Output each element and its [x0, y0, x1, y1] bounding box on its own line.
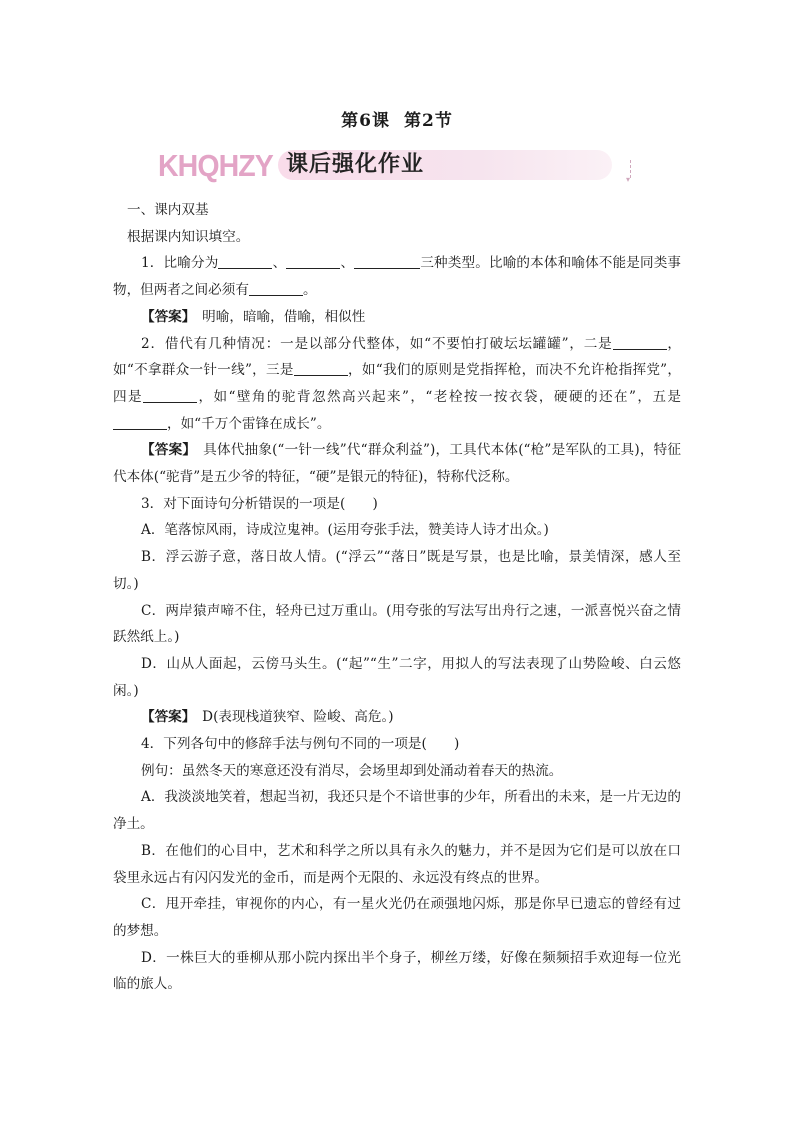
instruction: 根据课内知识填空。 — [127, 228, 250, 245]
khqhzy-logo: KHQHZY — [158, 148, 273, 183]
part1-title: 一、课内双基 — [127, 202, 209, 218]
answer-blank[interactable] — [354, 254, 420, 269]
answer-blank[interactable] — [286, 254, 340, 269]
question-3-option-c: C．两岸猿声啼不住，轻舟已过万重山。(用夸张的写法写出舟行之速，一派喜悦兴奋之情跃然纸上。) — [113, 602, 681, 646]
question-4-option-c: C．甩开牵挂，审视你的内心，有一星火光仍在顽强地闪烁，那是你早已遗忘的曾经有过的梦想。 — [113, 896, 681, 939]
answer-3 — [113, 704, 681, 731]
question-3-option-d: D．山从人面起，云傍马头生。(“起”“生”二字，用拟人的写法表现了山势险峻、白云悠闲。) — [113, 655, 681, 699]
question-4-stem: 4．下列各句中的修辞手法与例句不同的一项是( ) — [141, 736, 460, 753]
page-title — [0, 106, 794, 131]
answer-blank[interactable] — [249, 281, 303, 296]
answer-blank[interactable] — [218, 254, 272, 269]
question-3-stem: 3．对下面诗句分析错误的一项是( ) — [141, 495, 378, 512]
answer-blank[interactable] — [613, 335, 667, 350]
banner-title: 课后强化作业 — [286, 152, 425, 177]
arrow-down-icon: ▾ — [626, 175, 631, 184]
question-4-option-b: B．在他们的心目中，艺术和科学之所以具有永久的魅力，并不是因为它们是可以放在口袋里永远占有闪闪发光的金币，而是两个无限的、永远没有终点的世界。 — [113, 842, 681, 886]
answer-1 — [113, 304, 681, 331]
question-1: 1．比喻分为 、 、 三种类型。比喻的本体和喻体不能是同类事物，但两者之间必须有 。 — [113, 255, 682, 299]
question-3-option-a: A．笔落惊风雨，诗成泣鬼神。(运用夸张手法，赞美诗人诗才出众。) — [141, 522, 549, 539]
section-number: 第2节 — [404, 111, 453, 131]
answer-label: 【答案】 — [141, 308, 189, 325]
lesson-number: 第6课 — [341, 111, 390, 131]
answer-text: 具体代抽象(“一针一线”代“群众利益”)，工具代本体(“枪”是军队的工具)，特征代本体(“驼背”是五少爷的特征，“硬”是银元的特征)，特称代泛称。 — [113, 442, 681, 486]
banner-dashed-rule — [630, 160, 632, 178]
answer-blank[interactable] — [294, 361, 348, 376]
question-4-option-a: A．我淡淡地笑着，想起当初，我还只是个不谙世事的少年，所看出的未来，是一片无边的净土。 — [113, 789, 681, 833]
question-4-example: 例句：虽然冬天的寒意还没有消尽，会场里却到处涌动着春天的热流。 — [141, 762, 563, 779]
answer-label: 【答案】 — [141, 709, 189, 726]
homework-banner — [158, 146, 638, 186]
question-2: 2．借代有几种情况：一是以部分代整体，如“不要怕打破坛坛罐罐”，二是 ，如“不拿群众一针一线”，三是 ，如“我们的原则是党指挥枪，而决不允许枪指挥党”，四是 ，如“壁角的驼背忽然高兴起来”，“老栓按一按衣袋，硬硬的还在”，五是，如“千万个雷锋在成长”。 — [113, 335, 682, 432]
answer-label: 【答案】 — [141, 442, 190, 459]
answer-text: 明喻，暗喻，借喻，相似性 — [202, 308, 366, 325]
question-3-option-b: B．浮云游子意，落日故人情。(“浮云”“落日”既是写景，也是比喻，景美情深，感人至切。) — [113, 549, 681, 592]
answer-blank[interactable] — [113, 415, 167, 430]
answer-blank[interactable] — [143, 388, 197, 403]
worksheet-content — [113, 197, 681, 998]
answer-2 — [113, 437, 681, 490]
answer-text: D(表现栈道狭窄、险峻、高危。) — [202, 709, 394, 726]
question-4-option-d: D．一株巨大的垂柳从那小院内探出半个身子，柳丝万缕，好像在频频招手欢迎每一位光临的旅人。 — [113, 949, 681, 993]
